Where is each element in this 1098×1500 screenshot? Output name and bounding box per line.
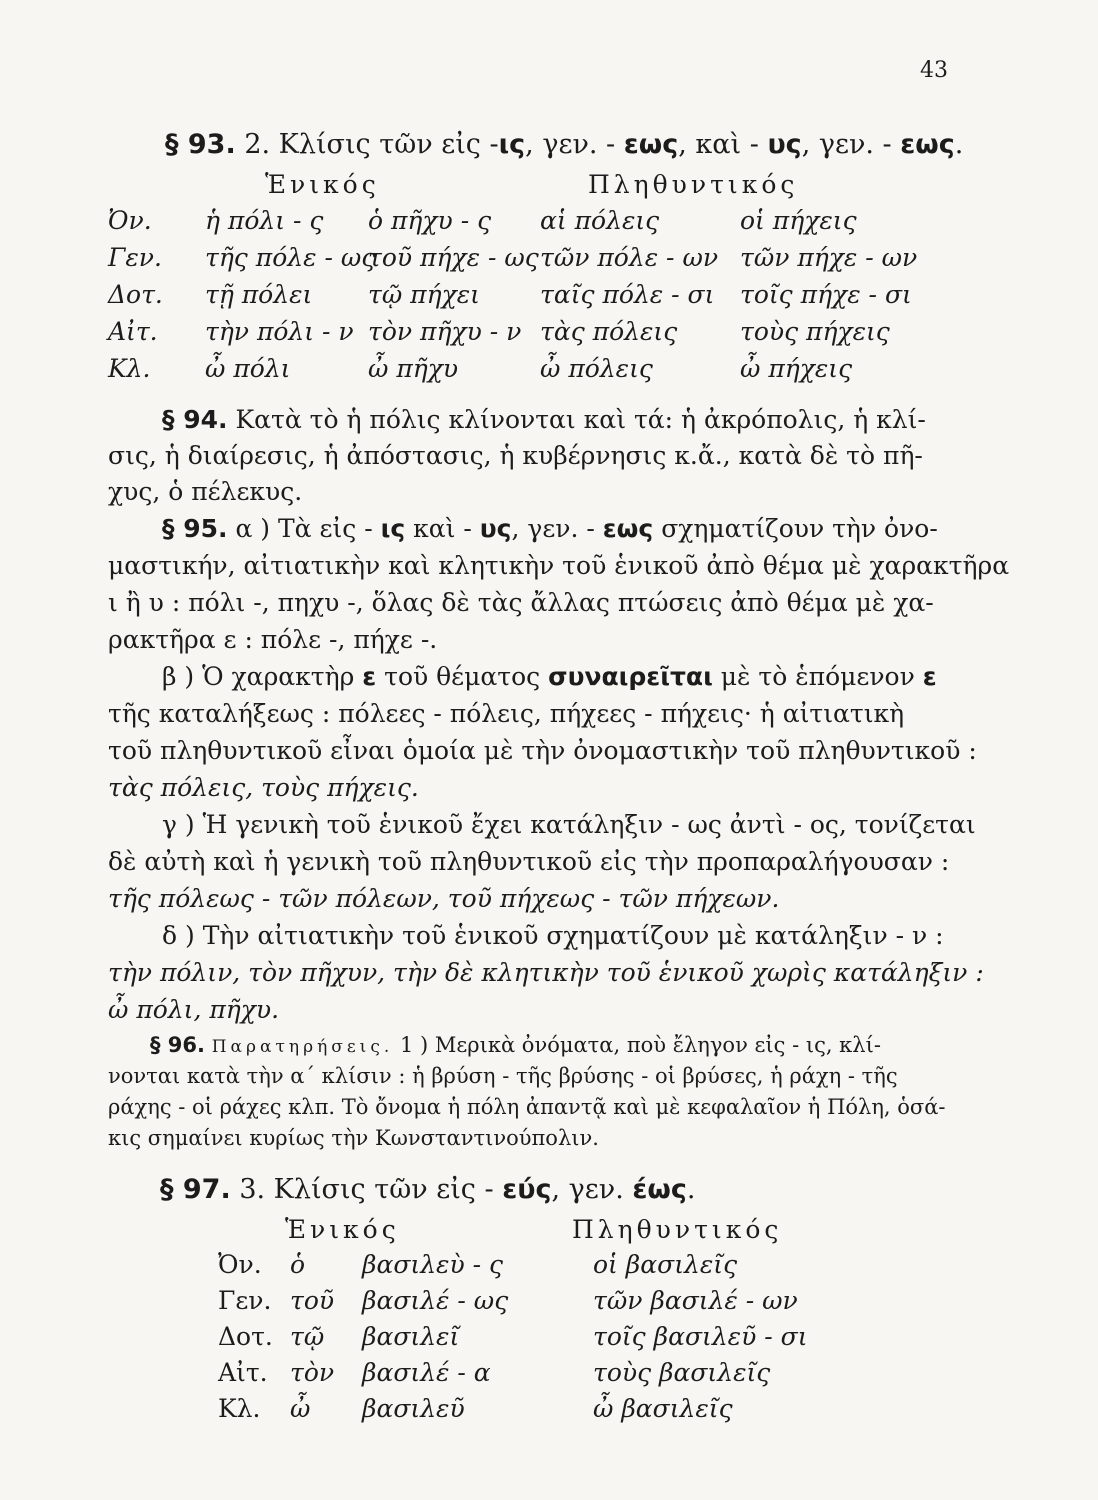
section-95-line: τῆς καταλήξεως : πόλεες - πόλεις, πήχεες - πήχεις· ἡ αἰτιατικὴ <box>108 699 905 728</box>
section-96-line: ράχης - οἱ ράχες κλπ. Τὸ ὄνομα ἡ πόλη ἀπαντᾷ καὶ μὲ κεφαλαῖον ἡ Πόλη, ὁσά- <box>108 1095 946 1119</box>
plural-label: Πληθυντικός <box>588 170 799 199</box>
section-95-line: ὦ πόλι, πῆχυ. <box>108 995 280 1024</box>
section-95-line: τὴν πόλιν, τὸν πῆχυν, τὴν δὲ κλητικὴν τοῦ ἑνικοῦ χωρὶς κατάληξιν : <box>108 958 984 987</box>
section-95-line: ρακτῆρα ε : πόλε -, πήχε -. <box>108 625 438 654</box>
section-95-line: μαστικήν, αἰτιατικὴν καὶ κλητικὴν τοῦ ἑνικοῦ ἀπὸ θέμα μὲ χαρακτῆρα <box>108 551 1010 580</box>
section-95-line: τῆς πόλεως - τῶν πόλεων, τοῦ πήχεως - τῶν πήχεων. <box>108 884 780 913</box>
section-96-line: κις σημαίνει κυρίως τὴν Κωνσταντινούπολιν. <box>108 1126 599 1150</box>
singular-label: Ἑνικός <box>265 170 380 199</box>
section-95-line: τοῦ πληθυντικοῦ εἶναι ὁμοία μὲ τὴν ὀνομαστικὴν τοῦ πληθυντικοῦ : <box>108 736 977 765</box>
section-96-line: § 96. Παρατηρήσεις. 1 ) Μερικὰ ὀνόματα, ποὺ ἔληγον εἰς - ις, κλί- <box>150 1033 881 1057</box>
book-page: 43 § 93. 2. Κλίσις τῶν εἰς -ις, γεν. - εως, καὶ - υς, γεν. - εως. Ἑνικός Πληθυντικός Ὀν. ἡ πόλι - ς ὁ πῆχυ - ς αἱ πόλεις οἱ πήχεις Γεν. τῆς πόλε - ως τοῦ πήχε - ως τῶν πόλε - ων τῶν πήχε - ων Δοτ. τῇ πόλει τῷ πήχει ταῖς πόλε - σι τοῖς πήχε - σι Αἰτ. τὴν πόλι - ν τὸν πῆχυ - ν τὰς πόλεις τοὺς πήχεις Κλ. ὦ πόλι ὦ πῆχυ ὦ πόλεις ὦ πήχεις § 94. Κατὰ τὸ ἡ πόλις κλίνονται καὶ τά: ἡ ἀκρόπολις, ἡ κλί- σις, ἡ διαίρεσις, ἡ ἀπόστασις, ἡ κυβέρνησις κ.ἄ., κατὰ δὲ τὸ πῆ- χυς, ὁ πέλεκυς. § 95. α ) Τὰ εἰς - ις καὶ - υς, γεν. - εως σχηματίζουν τὴν ὀνο- μαστικήν, αἰτιατικὴν καὶ κλητικὴν τοῦ ἑνικοῦ ἀπὸ θέμα μὲ χαρακτῆρα ι ἢ υ : πόλι -, πηχυ -, ὅλας δὲ τὰς ἄλλας πτώσεις ἀπὸ θέμα μὲ χα- ρακτῆρα ε : πόλε -, πήχε -. β ) Ὁ χαρακτὴρ ε τοῦ θέματος συναιρεῖται μὲ τὸ ἑπόμενον ε τῆς καταλήξεως : πόλεες - πόλεις, πήχεες - πήχεις· ἡ αἰτιατικὴ τοῦ πληθυντικοῦ εἶναι ὁμοία μὲ τὴν ὀνομαστικὴν τοῦ πληθυντικοῦ : τὰς πόλεις, τοὺς πήχεις. γ ) Ἡ γενικὴ τοῦ ἑνικοῦ ἔχει κατάληξιν - ως ἀντὶ - ος, τονίζεται δὲ αὐτὴ καὶ ἡ γενικὴ τοῦ πληθυντικοῦ εἰς τὴν προπαραλήγουσαν : τῆς πόλεως - τῶν πόλεων, τοῦ πήχεως - τῶν πήχεων. δ ) Τὴν αἰτιατικὴν τοῦ ἑνικοῦ σχηματίζουν μὲ κατάληξιν - ν : τὴν πόλιν, τὸν πῆχυν, τὴν δὲ κλητικὴν τοῦ ἑνικοῦ χωρὶς κατάληξιν : ὦ πόλι, πῆχυ. § 96. Παρατηρήσεις. 1 ) Μερικὰ ὀνόματα, ποὺ ἔληγον εἰς - ις, κλί- νονται κατὰ τὴν α΄ κλίσιν : ἡ βρύση - τῆς βρύσης - οἱ βρύσες, ἡ ράχη - τῆς ράχης - οἱ ράχες κλπ. Τὸ ὄνομα ἡ πόλη ἀπαντᾷ καὶ μὲ κεφαλαῖον ἡ Πόλη, ὁσά- κις σημαίνει κυρίως τὴν Κωνσταντινούπολιν. § 97. 3. Κλίσις τῶν εἰς - εύς, γεν. έως. Ἑνικός Πληθυντικός Ὀν. ὁ βασιλεὺ - ς οἱ βασιλεῖς Γεν. τοῦ βασιλέ - ως τῶν βασιλέ - ων Δοτ. τῷ βασιλεῖ τοῖς βασιλεῦ - σι Αἰτ. τὸν βασιλέ - α τοὺς βασιλεῖς Κλ. ὦ βασιλεῦ ὦ βασιλεῖς <box>108 58 1010 1423</box>
section-95-line: δὲ αὐτὴ καὶ ἡ γενικὴ τοῦ πληθυντικοῦ εἰς τὴν προπαραλήγουσαν : <box>108 847 950 876</box>
section-95-line: τὰς πόλεις, τοὺς πήχεις. <box>108 773 419 802</box>
plural-label: Πληθυντικός <box>572 1215 783 1244</box>
section-95-line: γ ) Ἡ γενικὴ τοῦ ἑνικοῦ ἔχει κατάληξιν - ως ἀντὶ - ος, τονίζεται <box>162 810 976 839</box>
section-95-line: ι ἢ υ : πόλι -, πηχυ -, ὅλας δὲ τὰς ἄλλας πτώσεις ἀπὸ θέμα μὲ χα- <box>108 588 934 617</box>
section-94-line: § 94. Κατὰ τὸ ἡ πόλις κλίνονται καὶ τά: ἡ ἀκρόπολις, ἡ κλί- <box>162 405 926 434</box>
section-94-line: σις, ἡ διαίρεσις, ἡ ἀπόστασις, ἡ κυβέρνησις κ.ἄ., κατὰ δὲ τὸ πῆ- <box>108 441 923 470</box>
section-94-line: χυς, ὁ πέλεκυς. <box>108 477 303 506</box>
section-95-line: δ ) Τὴν αἰτιατικὴν τοῦ ἑνικοῦ σχηματίζουν μὲ κατάληξιν - ν : <box>162 921 944 950</box>
singular-label: Ἑνικός <box>285 1215 400 1244</box>
section-95-line: β ) Ὁ χαρακτὴρ ε τοῦ θέματος συναιρεῖται μὲ τὸ ἑπόμενον ε <box>162 662 937 691</box>
section-97-heading: § 97. 3. Κλίσις τῶν εἰς - εύς, γεν. έως. <box>160 1174 696 1205</box>
page-number: 43 <box>920 58 948 83</box>
section-95-line: § 95. α ) Τὰ εἰς - ις καὶ - υς, γεν. - εως σχηματίζουν τὴν ὀνο- <box>162 514 938 543</box>
section-93-heading: § 93. 2. Κλίσις τῶν εἰς -ις, γεν. - εως, καὶ - υς, γεν. - εως. <box>165 129 964 160</box>
section-96-line: νονται κατὰ τὴν α΄ κλίσιν : ἡ βρύση - τῆς βρύσης - οἱ βρύσες, ἡ ράχη - τῆς <box>108 1064 898 1088</box>
